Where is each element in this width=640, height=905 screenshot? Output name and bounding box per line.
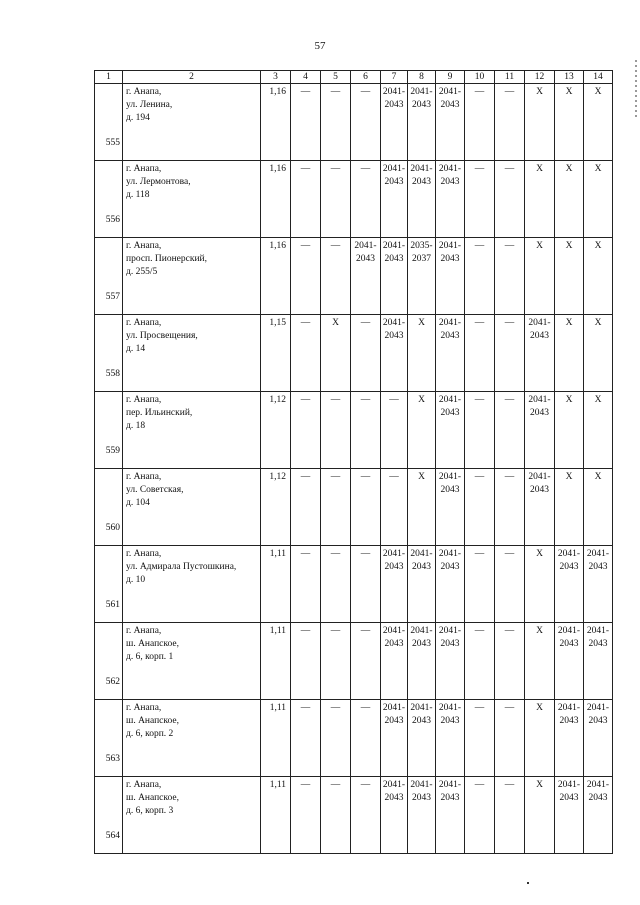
row-number: 563: [95, 700, 123, 777]
term-cell-col8: X: [408, 392, 436, 469]
column-header: 13: [555, 71, 584, 84]
term-cell-col4: —: [291, 315, 321, 392]
term-cell-col7: —: [381, 392, 408, 469]
term-cell-col14: 2041- 2043: [584, 546, 613, 623]
term-cell-col6: —: [351, 392, 381, 469]
term-cell-col4: —: [291, 84, 321, 161]
term-cell-col5: —: [321, 392, 351, 469]
term-cell-col13: X: [555, 392, 584, 469]
term-cell-col9: 2041- 2043: [436, 84, 465, 161]
term-cell-col14: X: [584, 161, 613, 238]
term-cell-col7: 2041- 2043: [381, 238, 408, 315]
term-cell-col10: —: [465, 777, 495, 854]
term-cell-col13: 2041- 2043: [555, 700, 584, 777]
term-cell-col8: 2041- 2043: [408, 777, 436, 854]
term-cell-col9: 2041- 2043: [436, 546, 465, 623]
term-cell-col11: —: [495, 777, 525, 854]
term-cell-col9: 2041- 2043: [436, 777, 465, 854]
term-cell-col11: —: [495, 238, 525, 315]
term-cell-col5: —: [321, 623, 351, 700]
term-cell-col4: —: [291, 700, 321, 777]
term-cell-col11: —: [495, 392, 525, 469]
term-cell-col13: X: [555, 84, 584, 161]
term-cell-col9: 2041- 2043: [436, 392, 465, 469]
coefficient-cell: 1,12: [261, 469, 291, 546]
address-cell: г. Анапа, ул. Советская, д. 104: [123, 469, 261, 546]
term-cell-col8: 2041- 2043: [408, 623, 436, 700]
term-cell-col10: —: [465, 84, 495, 161]
term-cell-col8: 2041- 2043: [408, 700, 436, 777]
term-cell-col8: 2041- 2043: [408, 84, 436, 161]
address-cell: г. Анапа, ш. Анапское, д. 6, корп. 3: [123, 777, 261, 854]
term-cell-col13: X: [555, 238, 584, 315]
term-cell-col13: X: [555, 161, 584, 238]
term-cell-col12: X: [525, 238, 555, 315]
row-number: 557: [95, 238, 123, 315]
row-number: 558: [95, 315, 123, 392]
term-cell-col13: X: [555, 469, 584, 546]
coefficient-cell: 1,16: [261, 84, 291, 161]
term-cell-col7: 2041- 2043: [381, 777, 408, 854]
coefficient-cell: 1,16: [261, 238, 291, 315]
column-header: 12: [525, 71, 555, 84]
term-cell-col5: —: [321, 161, 351, 238]
term-cell-col14: X: [584, 392, 613, 469]
term-cell-col10: —: [465, 546, 495, 623]
table-row: [95, 84, 613, 161]
row-number: 560: [95, 469, 123, 546]
term-cell-col4: —: [291, 392, 321, 469]
term-cell-col5: X: [321, 315, 351, 392]
term-cell-col5: —: [321, 469, 351, 546]
term-cell-col11: —: [495, 546, 525, 623]
term-cell-col6: —: [351, 469, 381, 546]
column-header: 9: [436, 71, 465, 84]
address-cell: г. Анапа, ул. Адмирала Пустошкина, д. 10: [123, 546, 261, 623]
term-cell-col11: —: [495, 161, 525, 238]
term-cell-col11: —: [495, 315, 525, 392]
table-header-row: [95, 71, 613, 84]
term-cell-col13: X: [555, 315, 584, 392]
term-cell-col10: —: [465, 700, 495, 777]
term-cell-col6: —: [351, 623, 381, 700]
term-cell-col12: 2041- 2043: [525, 392, 555, 469]
address-cell: г. Анапа, ш. Анапское, д. 6, корп. 2: [123, 700, 261, 777]
term-cell-col6: —: [351, 546, 381, 623]
term-cell-col10: —: [465, 238, 495, 315]
term-cell-col12: 2041- 2043: [525, 469, 555, 546]
term-cell-col14: 2041- 2043: [584, 777, 613, 854]
term-cell-col14: X: [584, 238, 613, 315]
column-header: 10: [465, 71, 495, 84]
table-row: [95, 777, 613, 854]
table-row: [95, 238, 613, 315]
term-cell-col12: X: [525, 777, 555, 854]
coefficient-cell: 1,11: [261, 777, 291, 854]
address-cell: г. Анапа, пер. Ильинский, д. 18: [123, 392, 261, 469]
address-cell: г. Анапа, просп. Пионерский, д. 255/5: [123, 238, 261, 315]
table-row: [95, 392, 613, 469]
coefficient-cell: 1,11: [261, 700, 291, 777]
term-cell-col8: 2041- 2043: [408, 546, 436, 623]
term-cell-col11: —: [495, 469, 525, 546]
term-cell-col4: —: [291, 546, 321, 623]
term-cell-col6: —: [351, 700, 381, 777]
term-cell-col11: —: [495, 623, 525, 700]
term-cell-col13: 2041- 2043: [555, 546, 584, 623]
table-row: [95, 161, 613, 238]
term-cell-col14: 2041- 2043: [584, 623, 613, 700]
table-row: [95, 546, 613, 623]
term-cell-col6: —: [351, 315, 381, 392]
coefficient-cell: 1,11: [261, 623, 291, 700]
table-row: [95, 700, 613, 777]
address-cell: г. Анапа, ул. Просвещения, д. 14: [123, 315, 261, 392]
term-cell-col10: —: [465, 623, 495, 700]
row-number: 556: [95, 161, 123, 238]
term-cell-col12: X: [525, 700, 555, 777]
row-number: 562: [95, 623, 123, 700]
term-cell-col9: 2041- 2043: [436, 161, 465, 238]
term-cell-col4: —: [291, 777, 321, 854]
term-cell-col9: 2041- 2043: [436, 469, 465, 546]
term-cell-col10: —: [465, 161, 495, 238]
term-cell-col9: 2041- 2043: [436, 623, 465, 700]
term-cell-col4: —: [291, 469, 321, 546]
term-cell-col4: —: [291, 161, 321, 238]
term-cell-col10: —: [465, 392, 495, 469]
term-cell-col5: —: [321, 546, 351, 623]
term-cell-col9: 2041- 2043: [436, 315, 465, 392]
table-row: [95, 623, 613, 700]
table-row: [95, 469, 613, 546]
term-cell-col5: —: [321, 238, 351, 315]
term-cell-col10: —: [465, 315, 495, 392]
column-header: 4: [291, 71, 321, 84]
term-cell-col5: —: [321, 84, 351, 161]
term-cell-col8: X: [408, 469, 436, 546]
term-cell-col12: X: [525, 161, 555, 238]
column-header: 8: [408, 71, 436, 84]
term-cell-col14: X: [584, 315, 613, 392]
term-cell-col13: 2041- 2043: [555, 623, 584, 700]
term-cell-col6: 2041- 2043: [351, 238, 381, 315]
term-cell-col14: X: [584, 84, 613, 161]
table-row: [95, 315, 613, 392]
column-header: 14: [584, 71, 613, 84]
term-cell-col12: 2041- 2043: [525, 315, 555, 392]
scan-dot: [527, 882, 529, 884]
term-cell-col9: 2041- 2043: [436, 238, 465, 315]
term-cell-col11: —: [495, 84, 525, 161]
term-cell-col12: X: [525, 84, 555, 161]
term-cell-col10: —: [465, 469, 495, 546]
row-number: 564: [95, 777, 123, 854]
page-number: 57: [314, 40, 326, 52]
term-cell-col14: X: [584, 469, 613, 546]
column-header: 11: [495, 71, 525, 84]
column-header: 6: [351, 71, 381, 84]
term-cell-col7: 2041- 2043: [381, 700, 408, 777]
column-header: 7: [381, 71, 408, 84]
row-number: 555: [95, 84, 123, 161]
term-cell-col6: —: [351, 777, 381, 854]
coefficient-cell: 1,15: [261, 315, 291, 392]
housing-register-table: [94, 70, 613, 854]
address-cell: г. Анапа, ш. Анапское, д. 6, корп. 1: [123, 623, 261, 700]
coefficient-cell: 1,16: [261, 161, 291, 238]
term-cell-col7: 2041- 2043: [381, 161, 408, 238]
term-cell-col7: —: [381, 469, 408, 546]
term-cell-col8: 2041- 2043: [408, 161, 436, 238]
term-cell-col4: —: [291, 623, 321, 700]
address-cell: г. Анапа, ул. Лермонтова, д. 118: [123, 161, 261, 238]
coefficient-cell: 1,12: [261, 392, 291, 469]
term-cell-col9: 2041- 2043: [436, 700, 465, 777]
term-cell-col14: 2041- 2043: [584, 700, 613, 777]
term-cell-col8: 2035- 2037: [408, 238, 436, 315]
term-cell-col6: —: [351, 84, 381, 161]
column-header: 5: [321, 71, 351, 84]
scan-edge-mark: [635, 60, 637, 120]
table-body: [95, 84, 613, 854]
column-header: 1: [95, 71, 123, 84]
term-cell-col7: 2041- 2043: [381, 623, 408, 700]
term-cell-col4: —: [291, 238, 321, 315]
coefficient-cell: 1,11: [261, 546, 291, 623]
term-cell-col12: X: [525, 546, 555, 623]
term-cell-col7: 2041- 2043: [381, 546, 408, 623]
term-cell-col7: 2041- 2043: [381, 84, 408, 161]
row-number: 561: [95, 546, 123, 623]
row-number: 559: [95, 392, 123, 469]
term-cell-col6: —: [351, 161, 381, 238]
term-cell-col13: 2041- 2043: [555, 777, 584, 854]
column-header: 2: [123, 71, 261, 84]
column-header: 3: [261, 71, 291, 84]
term-cell-col5: —: [321, 777, 351, 854]
term-cell-col11: —: [495, 700, 525, 777]
term-cell-col7: 2041- 2043: [381, 315, 408, 392]
term-cell-col8: X: [408, 315, 436, 392]
term-cell-col5: —: [321, 700, 351, 777]
address-cell: г. Анапа, ул. Ленина, д. 194: [123, 84, 261, 161]
term-cell-col12: X: [525, 623, 555, 700]
